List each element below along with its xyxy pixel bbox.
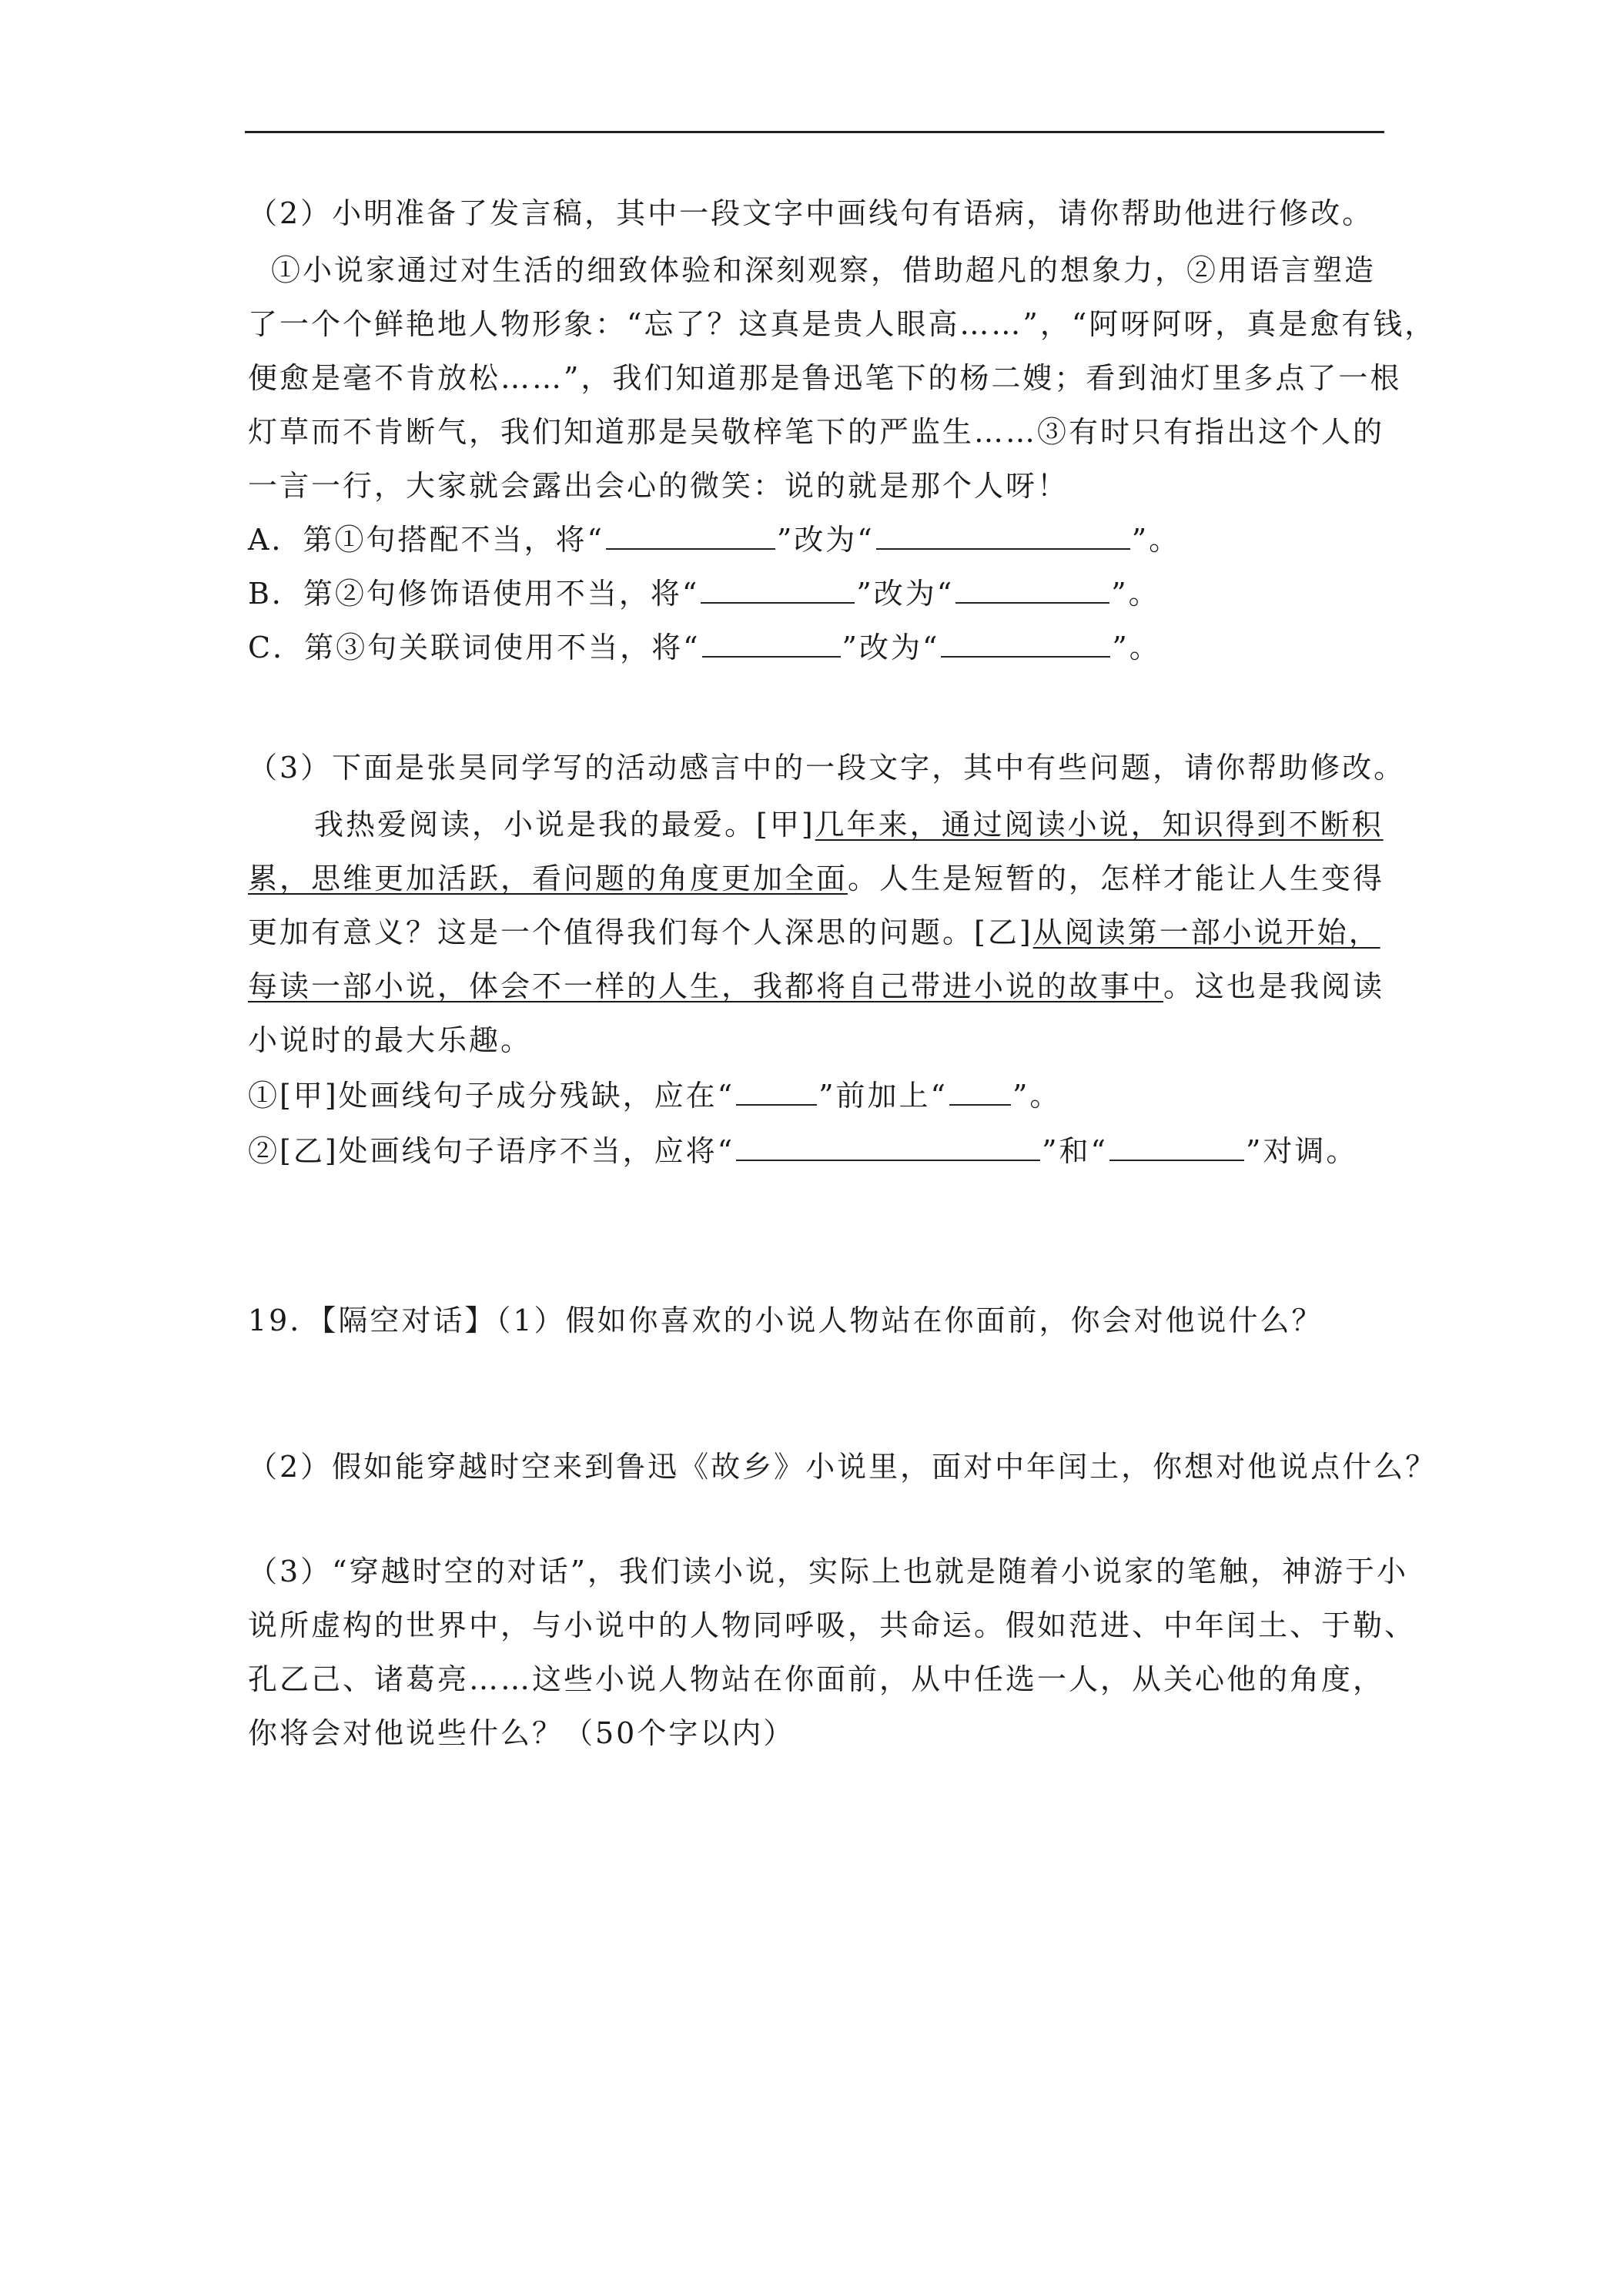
answer-blank[interactable] (606, 522, 775, 550)
essay-line-2 (248, 859, 1387, 898)
item-1 (248, 1076, 1387, 1115)
underlined-sentence-jia: 累，思维更加活跃，看问题的角度更加全面 (248, 862, 848, 895)
answer-blank[interactable] (876, 522, 1130, 550)
passage-line-4: 灯草而不肯断气，我们知道那是吴敬梓笔下的严监生……③有时只有指出这个人的 (248, 415, 1385, 449)
answer-blank[interactable] (701, 576, 855, 604)
option-b-text-1: B．第②句修饰语使用不当，将“ (248, 577, 700, 611)
item-1-text-1: ①[甲]处画线句子成分残缺，应在“ (248, 1079, 735, 1113)
answer-blank[interactable] (949, 1078, 1011, 1106)
essay-text: 。这也是我阅读 (1163, 969, 1385, 1003)
option-a (248, 520, 1387, 559)
essay-text: 我热爱阅读，小说是我的最爱。[甲] (314, 808, 815, 842)
option-b-text-3: ”。 (1111, 577, 1160, 611)
q19-part2: （2）假如能穿越时空来到鲁迅《故乡》小说里，面对中年闰土，你想对他说点什么？ (248, 1450, 1437, 1484)
option-a-text-1: A．第①句搭配不当，将“ (248, 523, 604, 557)
essay-line-3 (248, 913, 1387, 952)
passage-line-1: ①小说家通过对生活的细致体验和深刻观察，借助超凡的想象力，②用语言塑造 (271, 253, 1377, 287)
answer-blank[interactable] (736, 1133, 1040, 1161)
essay-line-1 (314, 805, 1454, 844)
option-b-text-2: ”改为“ (856, 577, 955, 611)
option-c (248, 628, 1387, 667)
underlined-sentence-jia: 几年来，通过阅读小说，知识得到不断积 (815, 808, 1384, 842)
answer-blank[interactable] (1109, 1133, 1244, 1161)
item-2 (248, 1132, 1387, 1170)
answer-blank[interactable] (702, 630, 841, 658)
option-b (248, 574, 1387, 613)
essay-line-4 (248, 967, 1387, 1006)
q19-part3-line-4: 你将会对他说些什么？（50个字以内） (248, 1716, 795, 1750)
q18-part3-prompt: （3）下面是张昊同学写的活动感言中的一段文字，其中有些问题，请你帮助修改。 (248, 751, 1406, 785)
answer-blank[interactable] (736, 1078, 817, 1106)
passage-line-2: 了一个个鲜艳地人物形象：“忘了？这真是贵人眼高……”，“阿呀阿呀，真是愈有钱， (248, 307, 1437, 341)
item-2-text-2: ”和“ (1042, 1134, 1108, 1168)
option-c-text-2: ”改为“ (842, 631, 940, 664)
item-1-text-2: ”前加上“ (818, 1079, 948, 1113)
underlined-sentence-yi: 从阅读第一部小说开始， (1032, 915, 1380, 949)
underlined-sentence-yi: 每读一部小说，体会不一样的人生，我都将自己带进小说的故事中 (248, 969, 1164, 1003)
q18-part2-prompt: （2）小明准备了发言稿，其中一段文字中画线句有语病，请你帮助他进行修改。 (248, 196, 1374, 230)
essay-text: 。人生是短暂的，怎样才能让人生变得 (848, 862, 1385, 895)
q19-part3-line-2: 说所虚构的世界中，与小说中的人物同呼吸，共命运。假如范进、中年闰土、于勒、 (248, 1608, 1417, 1642)
q19-part3-line-1: （3）“穿越时空的对话”，我们读小说，实际上也就是随着小说家的笔触，神游于小 (248, 1555, 1409, 1588)
option-a-text-3: ”。 (1131, 523, 1181, 557)
option-c-text-3: ”。 (1112, 631, 1161, 664)
answer-blank[interactable] (941, 630, 1110, 658)
item-1-text-3: ”。 (1012, 1079, 1062, 1113)
answer-blank[interactable] (955, 576, 1109, 604)
q19-part1: 19．【隔空对话】（1）假如你喜欢的小说人物站在你面前，你会对他说什么？ (248, 1304, 1323, 1337)
item-2-text-1: ②[乙]处画线句子语序不当，应将“ (248, 1134, 735, 1168)
header-rule (245, 131, 1384, 133)
passage-line-5: 一言一行，大家就会露出会心的微笑：说的就是那个人呀！ (248, 469, 1069, 503)
option-a-text-2: ”改为“ (776, 523, 875, 557)
passage-line-3: 便愈是毫不肯放松……”，我们知道那是鲁迅笔下的杨二嫂；看到油灯里多点了一根 (248, 361, 1402, 395)
item-2-text-3: ”对调。 (1245, 1134, 1358, 1168)
option-c-text-1: C．第③句关联词使用不当，将“ (248, 631, 701, 664)
essay-line-5: 小说时的最大乐趣。 (248, 1023, 533, 1057)
essay-text: 更加有意义？这是一个值得我们每个人深思的问题。[乙] (248, 915, 1033, 949)
q19-part3-line-3: 孔乙己、诸葛亮……这些小说人物站在你面前，从中任选一人，从关心他的角度， (248, 1662, 1385, 1696)
